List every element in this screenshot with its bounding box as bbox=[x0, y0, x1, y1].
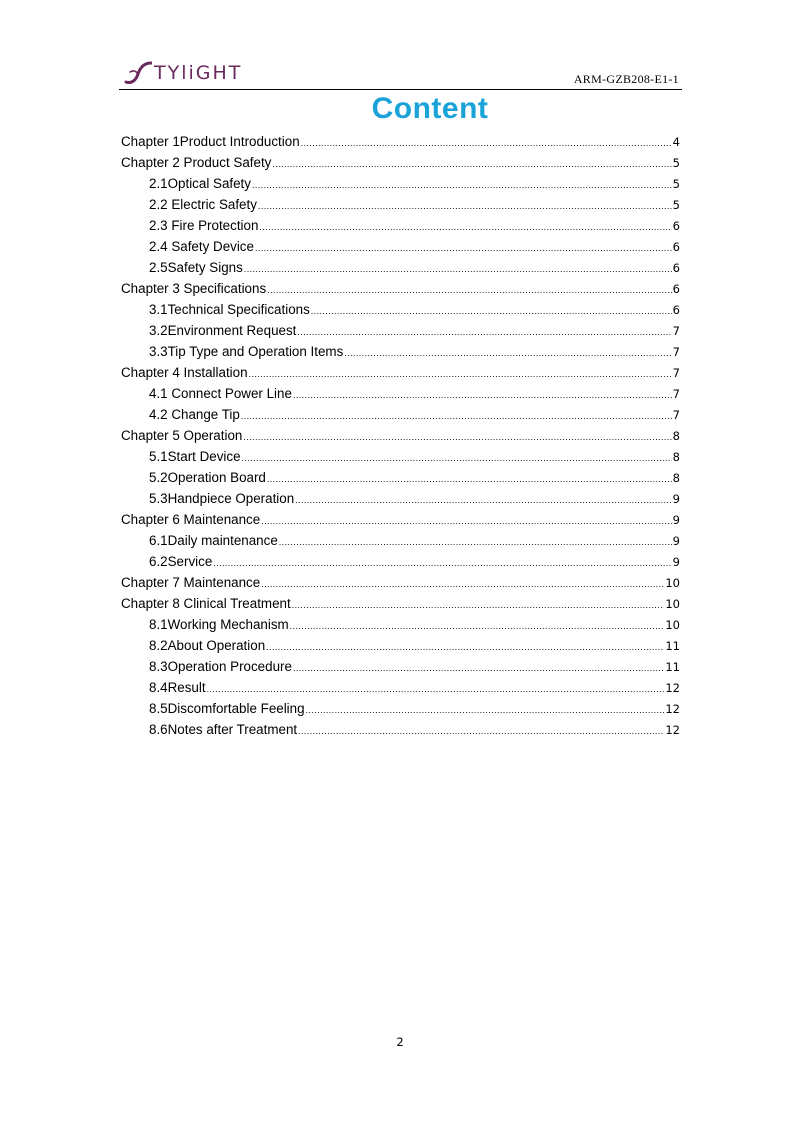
page-title: Content bbox=[371, 92, 489, 125]
toc-dot-leader bbox=[298, 726, 664, 736]
toc-dot-leader bbox=[258, 201, 672, 211]
toc-entry-label: 2.3 Fire Protection bbox=[149, 218, 259, 233]
toc-entry-page: 12 bbox=[665, 681, 680, 695]
toc-entry-page: 6 bbox=[672, 282, 680, 296]
toc-dot-leader bbox=[306, 705, 665, 715]
toc-entry[interactable] bbox=[121, 554, 680, 575]
toc-entry-label: Chapter 3 Specifications bbox=[121, 281, 267, 296]
toc-entry[interactable] bbox=[121, 512, 680, 533]
toc-entry-page: 12 bbox=[665, 723, 680, 737]
toc-entry[interactable] bbox=[121, 701, 680, 722]
toc-entry-page: 7 bbox=[672, 387, 680, 401]
toc-dot-leader bbox=[244, 264, 672, 274]
toc-entry-label: Chapter 1Product Introduction bbox=[121, 134, 300, 149]
toc-entry[interactable] bbox=[121, 491, 680, 512]
toc-entry[interactable] bbox=[121, 386, 680, 407]
toc-entry-label: Chapter 7 Maintenance bbox=[121, 575, 261, 590]
toc-dot-leader bbox=[213, 558, 671, 568]
toc-dot-leader bbox=[207, 684, 665, 694]
toc-entry[interactable] bbox=[121, 344, 680, 365]
toc-dot-leader bbox=[259, 222, 671, 232]
toc-entry-page: 5 bbox=[672, 198, 680, 212]
toc-entry-page: 5 bbox=[672, 177, 680, 191]
toc-dot-leader bbox=[301, 138, 672, 148]
toc-entry-label: 5.1Start Device bbox=[149, 449, 241, 464]
toc-entry-label: 6.1Daily maintenance bbox=[149, 533, 278, 548]
toc-entry-label: Chapter 8 Clinical Treatment bbox=[121, 596, 291, 611]
toc-entry-page: 8 bbox=[672, 471, 680, 485]
toc-entry-page: 9 bbox=[672, 534, 680, 548]
toc-entry-page: 9 bbox=[672, 555, 680, 569]
page-number: 2 bbox=[396, 1035, 404, 1049]
toc-entry-label: 2.1Optical Safety bbox=[149, 176, 251, 191]
toc-entry-label: Chapter 5 Operation bbox=[121, 428, 243, 443]
toc-entry-label: 6.2Service bbox=[149, 554, 213, 569]
table-of-contents bbox=[121, 134, 680, 743]
toc-dot-leader bbox=[292, 600, 665, 610]
toc-entry-page: 7 bbox=[672, 366, 680, 380]
toc-dot-leader bbox=[295, 495, 672, 505]
toc-entry-label: 3.3Tip Type and Operation Items bbox=[149, 344, 344, 359]
toc-entry[interactable] bbox=[121, 365, 680, 386]
toc-dot-leader bbox=[279, 537, 672, 547]
toc-entry-label: Chapter 6 Maintenance bbox=[121, 512, 261, 527]
toc-entry[interactable] bbox=[121, 617, 680, 638]
logo-swoosh-icon bbox=[124, 60, 152, 86]
toc-entry[interactable] bbox=[121, 722, 680, 743]
toc-entry[interactable] bbox=[121, 449, 680, 470]
toc-dot-leader bbox=[242, 453, 672, 463]
toc-entry[interactable] bbox=[121, 260, 680, 281]
toc-entry[interactable] bbox=[121, 659, 680, 680]
toc-entry-page: 11 bbox=[665, 660, 680, 674]
toc-entry-label: 5.2Operation Board bbox=[149, 470, 266, 485]
toc-entry[interactable] bbox=[121, 155, 680, 176]
toc-dot-leader bbox=[266, 642, 664, 652]
toc-entry[interactable] bbox=[121, 281, 680, 302]
logo-text: TYliGHT bbox=[154, 62, 243, 84]
toc-entry-label: 2.2 Electric Safety bbox=[149, 197, 257, 212]
toc-entry[interactable] bbox=[121, 134, 680, 155]
company-logo bbox=[124, 60, 242, 86]
toc-dot-leader bbox=[243, 432, 671, 442]
toc-entry-label: 4.1 Connect Power Line bbox=[149, 386, 292, 401]
toc-entry-label: 2.4 Safety Device bbox=[149, 239, 254, 254]
toc-dot-leader bbox=[267, 285, 672, 295]
toc-dot-leader bbox=[255, 243, 672, 253]
toc-entry-page: 6 bbox=[672, 219, 680, 233]
toc-entry[interactable] bbox=[121, 428, 680, 449]
toc-entry-page: 8 bbox=[672, 450, 680, 464]
toc-entry-page: 4 bbox=[672, 135, 680, 149]
toc-entry[interactable] bbox=[121, 680, 680, 701]
toc-entry[interactable] bbox=[121, 302, 680, 323]
toc-entry[interactable] bbox=[121, 638, 680, 659]
toc-entry-label: 8.3Operation Procedure bbox=[149, 659, 292, 674]
toc-entry[interactable] bbox=[121, 596, 680, 617]
toc-entry-page: 6 bbox=[672, 261, 680, 275]
document-code: ARM-GZB208-E1-1 bbox=[573, 72, 679, 86]
toc-entry[interactable] bbox=[121, 176, 680, 197]
toc-entry-page: 7 bbox=[672, 345, 680, 359]
toc-entry[interactable] bbox=[121, 533, 680, 554]
toc-entry-page: 10 bbox=[665, 618, 680, 632]
toc-entry-page: 9 bbox=[672, 492, 680, 506]
toc-entry[interactable] bbox=[121, 470, 680, 491]
toc-entry-label: 8.4Result bbox=[149, 680, 206, 695]
toc-entry[interactable] bbox=[121, 323, 680, 344]
toc-entry-label: 2.5Safety Signs bbox=[149, 260, 243, 275]
toc-dot-leader bbox=[249, 369, 672, 379]
toc-entry-label: 5.3Handpiece Operation bbox=[149, 491, 295, 506]
header-divider bbox=[119, 89, 682, 90]
toc-entry-label: 8.1Working Mechanism bbox=[149, 617, 289, 632]
toc-dot-leader bbox=[290, 621, 665, 631]
toc-entry-label: 4.2 Change Tip bbox=[149, 407, 240, 422]
toc-dot-leader bbox=[252, 180, 672, 190]
toc-entry-page: 7 bbox=[672, 324, 680, 338]
toc-entry-page: 6 bbox=[672, 240, 680, 254]
toc-entry-page: 12 bbox=[665, 702, 680, 716]
toc-entry[interactable] bbox=[121, 197, 680, 218]
toc-entry-page: 8 bbox=[672, 429, 680, 443]
toc-entry-label: 8.5Discomfortable Feeling bbox=[149, 701, 305, 716]
toc-dot-leader bbox=[261, 579, 664, 589]
toc-entry-page: 10 bbox=[665, 576, 680, 590]
toc-entry-label: Chapter 2 Product Safety bbox=[121, 155, 272, 170]
toc-entry[interactable] bbox=[121, 575, 680, 596]
toc-entry-page: 9 bbox=[672, 513, 680, 527]
toc-entry-page: 6 bbox=[672, 303, 680, 317]
toc-entry-label: 3.2Environment Request bbox=[149, 323, 297, 338]
toc-dot-leader bbox=[293, 390, 672, 400]
toc-dot-leader bbox=[267, 474, 672, 484]
toc-dot-leader bbox=[311, 306, 672, 316]
toc-entry-page: 7 bbox=[672, 408, 680, 422]
toc-entry[interactable] bbox=[121, 407, 680, 428]
toc-entry-label: 8.6Notes after Treatment bbox=[149, 722, 298, 737]
toc-entry-label: 8.2About Operation bbox=[149, 638, 266, 653]
toc-dot-leader bbox=[241, 411, 672, 421]
toc-dot-leader bbox=[272, 159, 671, 169]
toc-entry-page: 11 bbox=[665, 639, 680, 653]
toc-entry[interactable] bbox=[121, 218, 680, 239]
toc-dot-leader bbox=[297, 327, 671, 337]
toc-dot-leader bbox=[344, 348, 671, 358]
toc-entry-page: 5 bbox=[672, 156, 680, 170]
toc-entry[interactable] bbox=[121, 239, 680, 260]
toc-entry-label: Chapter 4 Installation bbox=[121, 365, 248, 380]
toc-entry-page: 10 bbox=[665, 597, 680, 611]
toc-entry-label: 3.1Technical Specifications bbox=[149, 302, 310, 317]
toc-dot-leader bbox=[261, 516, 671, 526]
toc-dot-leader bbox=[293, 663, 664, 673]
